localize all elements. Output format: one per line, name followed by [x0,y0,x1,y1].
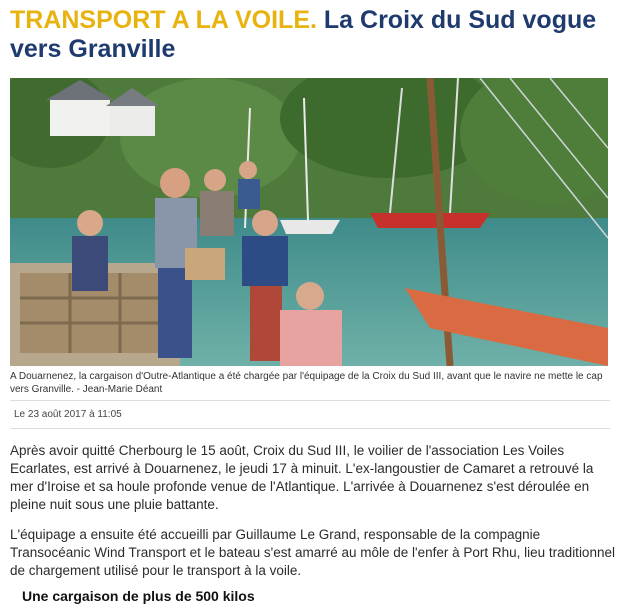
article-subheading: Une cargaison de plus de 500 kilos [22,588,255,604]
publish-date: Le 23 août 2017 à 11:05 [14,409,122,420]
headline-kicker: TRANSPORT A LA VOILE. [10,6,317,34]
caption-divider [10,400,610,401]
article-paragraph-1: Après avoir quitté Cherbourg le 15 août, Croix du Sud III, le voilier de l'association Les Voiles Ecarlates, est arrivé à Douarnenez, le jeudi 17 à minuit. L'ex-langoustier de Camaret a retrouvé la mer d'Iroise et sa houle profonde venue de l'Atlantique. L'arrivée à Douarnenez s'est déroulée en pleine nuit sous une pluie battante. [10,443,594,512]
date-divider [10,428,610,429]
headline [10,6,620,64]
harbor-photo-illustration [10,78,608,366]
headline-title: La Croix du Sud vogue vers Granville [10,6,597,63]
photo-caption: A Douarnenez, la cargaison d'Outre-Atlantique a été chargée par l'équipage de la Croix du Sud III, avant que le navire ne mette le cap vers Granville. - Jean-Marie Déant [10,371,603,395]
article-photo[interactable] [10,78,608,366]
article-paragraph-2: L'équipage a ensuite été accueilli par Guillaume Le Grand, responsable de la compagnie Transocéanic Wind Transport et le bateau s'est amarré au môle de l'enfer à Port Rhu, lieu traditionnel de chargement utilisé pour le transport à la voile. [10,527,615,578]
